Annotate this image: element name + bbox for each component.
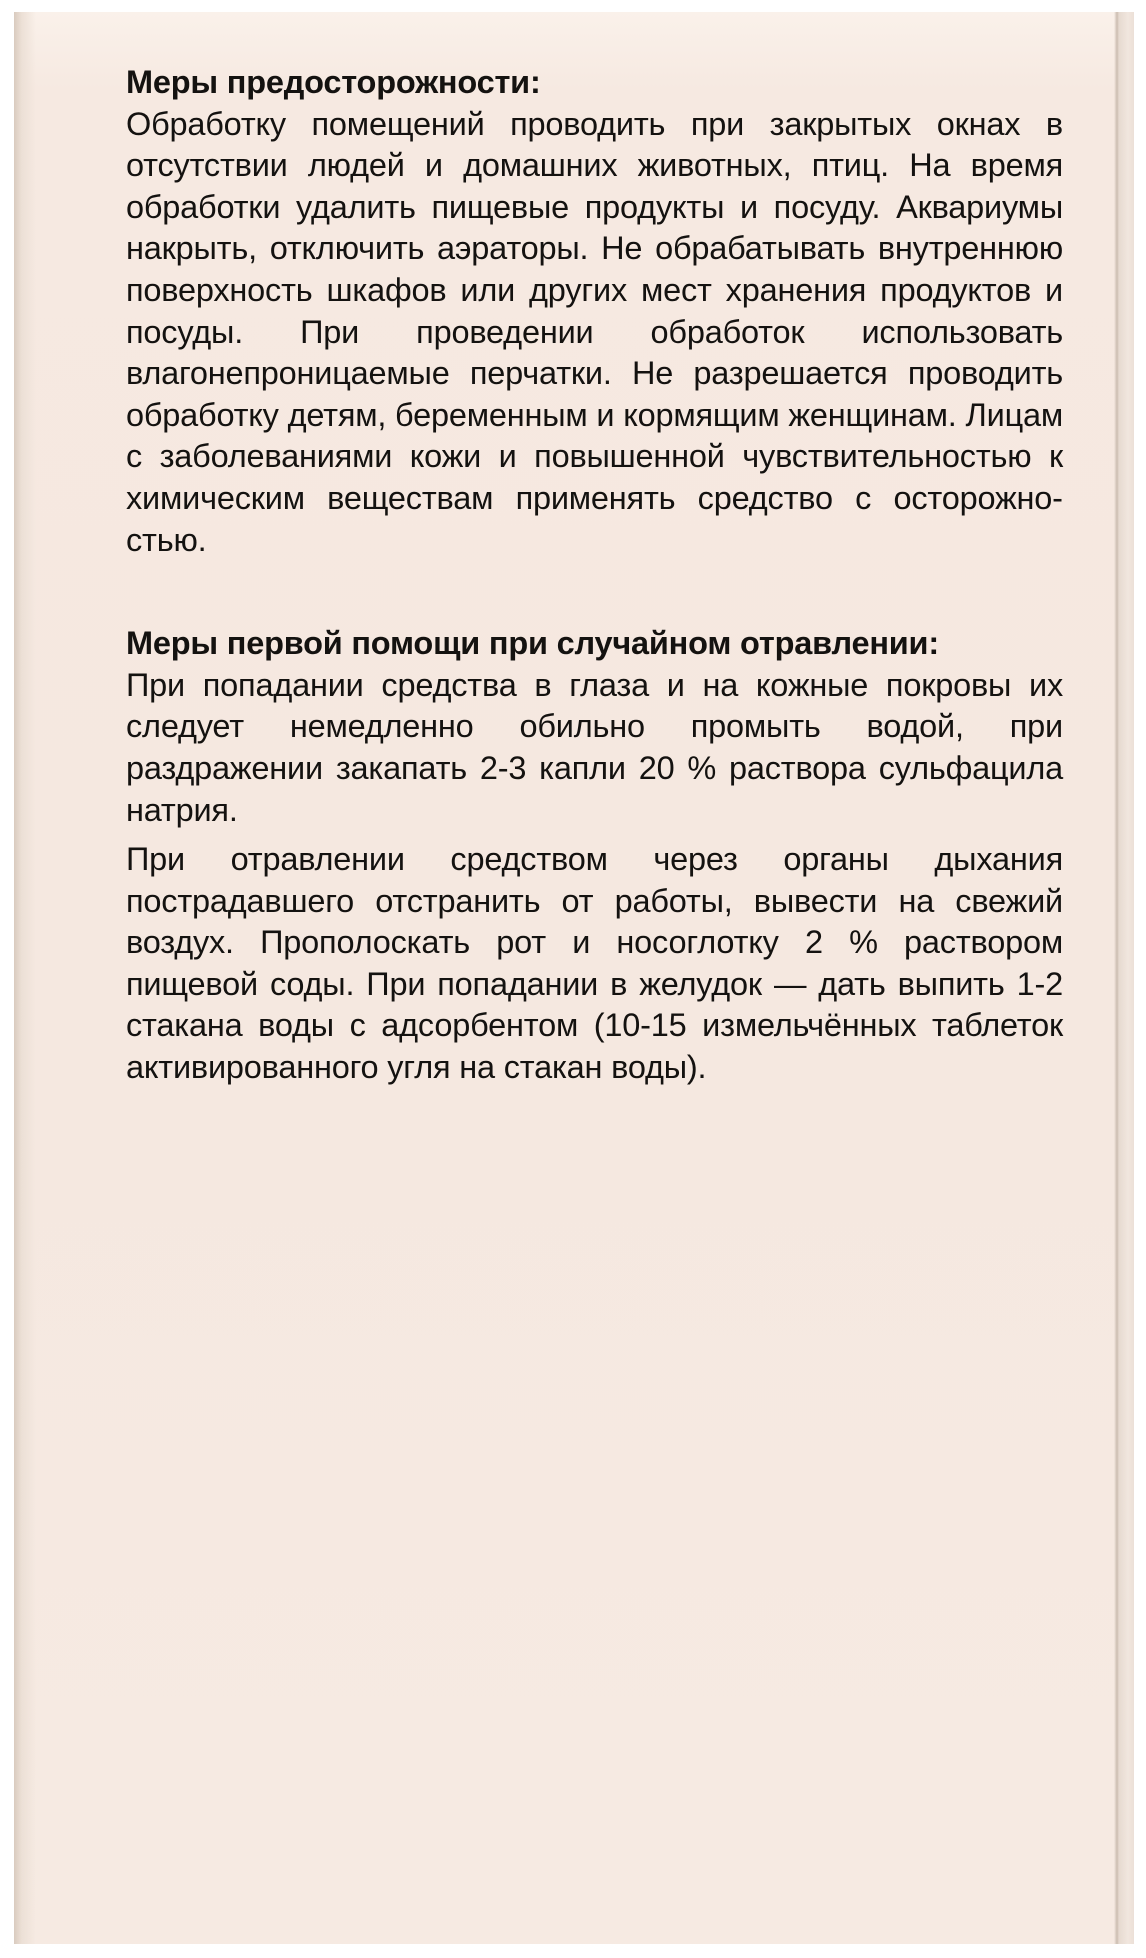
precautions-paragraph: Обработку помещений проводить при закрытых окнах в отсутствии людей и домашних животных, птиц. На время обработки удалить пищевые продукты и посуду. Аквариумы накрыть, отключить аэраторы. Не обрабатывать внутреннюю поверхность шкафов или других мест хранения продуктов и посуды. При проведении обработок использовать влагонепроницаемые перчатки. Не разрешается проводить обработку детям, беременным и кормящим женщинам. Лицам с заболеваниями кожи и повышенной чувствительностью к химическим веществам применять средство с осторожностью. [126,105,1063,558]
instructions-text [126,62,1063,1089]
first-aid-paragraph-eyes-skin: При попадании средства в глаза и на кожные покровы их следует немедленно обильно промыть водой, при раздражении закапать 2-3 капли 20 % раствора сульфацила натрия. [126,666,1063,828]
section-spacer [126,561,1063,623]
precautions-section [126,62,1063,561]
first-aid-paragraph-inhalation-ingestion: При отравлении средством через органы дыхания пострадавшего отстранить от работы, вывести на свежий воздух. Прополоскать рот и носоглотку 2 % раствором пищевой соды. При попадании в желудок — дать выпить 1-2 стакана воды с адсорбентом (10-15 измельчённых таблеток активированного угля на стакан воды). [126,841,1063,1086]
first-aid-section [126,623,1063,1089]
first-aid-heading: Меры первой помощи при случайном отравлении: [126,625,939,662]
package-panel [14,12,1134,1944]
precautions-heading: Меры предосторожности: [126,64,541,100]
